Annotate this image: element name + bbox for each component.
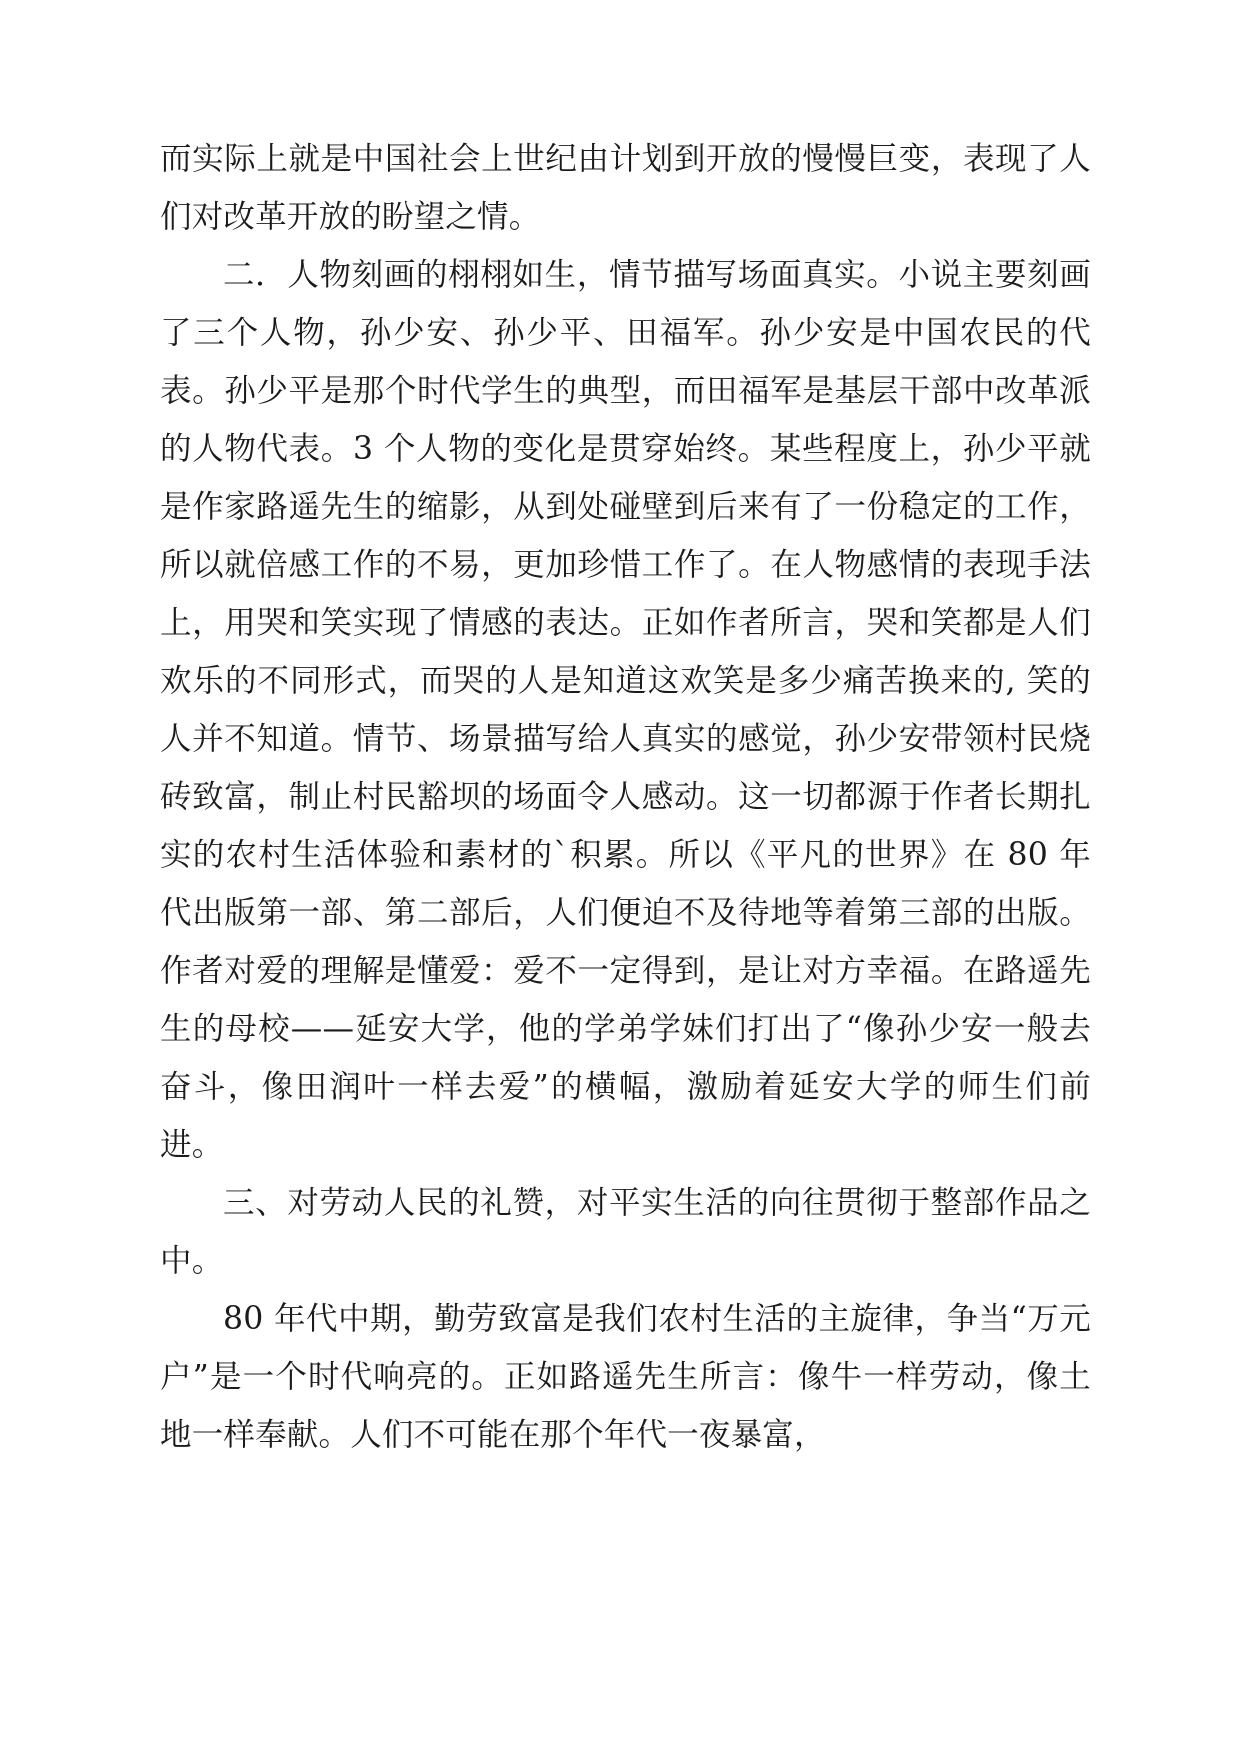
- paragraph-eighties: 80 年代中期，勤劳致富是我们农村生活的主旋律，争当“万元户”是一个时代响亮的。正如路遥先生所言：像牛一样劳动，像土地一样奉献。人们不可能在那个年代一夜暴富，: [160, 1301, 1091, 1453]
- paragraph-section-three: 三、对劳动人民的礼赞，对平实生活的向往贯彻于整部作品之中。: [160, 1185, 1091, 1279]
- paragraph-continuation: 而实际上就是中国社会上世纪由计划到开放的慢慢巨变，表现了人们对改革开放的盼望之情。: [160, 141, 1091, 235]
- paragraph-section-two: 二．人物刻画的栩栩如生，情节描写场面真实。小说主要刻画了三个人物，孙少安、孙少平、田福军。孙少安是中国农民的代表。孙少平是那个时代学生的典型，而田福军是基层干部中改革派的人物代表。3 个人物的变化是贯穿始终。某些程度上，孙少平就是作家路遥先生的缩影，从到处碰壁到后来有了一份稳定的工作，所以就倍感工作的不易，更加珍惜工作了。在人物感情的表现手法上，用哭和笑实现了情感的表达。正如作者所言，哭和笑都是人们欢乐的不同形式，而哭的人是知道这欢笑是多少痛苦换来的, 笑的人并不知道。情节、场景描写给人真实的感觉，孙少安带领村民烧砖致富，制止村民豁坝的场面令人感动。这一切都源于作者长期扎实的农村生活体验和素材的`积累。所以《平凡的世界》在 80 年代出版第一部、第二部后，人们便迫不及待地等着第三部的出版。作者对爱的理解是懂爱：爱不一定得到，是让对方幸福。在路遥先生的母校——延安大学，他的学弟学妹们打出了“像孙少安一般去奋斗，像田润叶一样去爱”的横幅，激励着延安大学的师生们前进。: [160, 257, 1091, 1163]
- document-body: [160, 130, 1091, 1464]
